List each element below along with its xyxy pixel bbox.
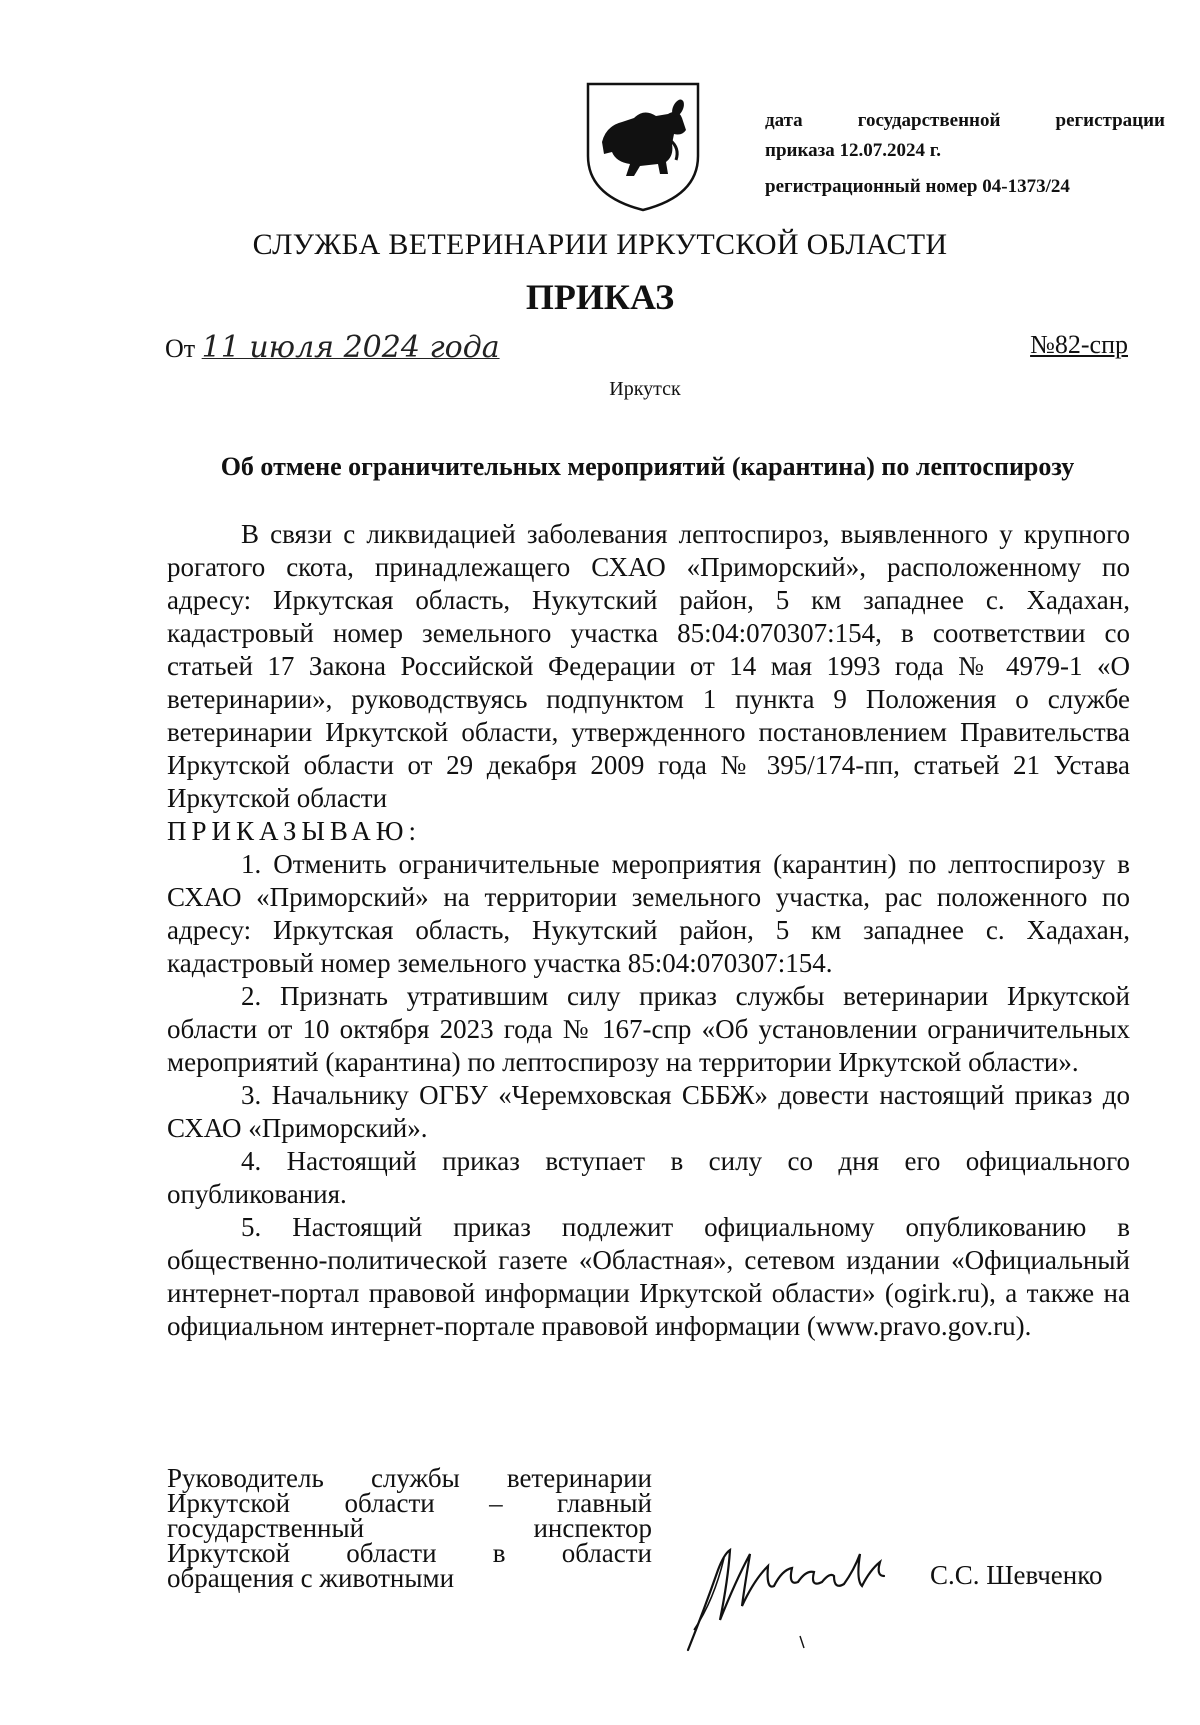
registration-line-2: приказа 12.07.2024 г.: [765, 140, 941, 161]
handwritten-signature: [684, 1510, 944, 1660]
signer-name: С.С. Шевченко: [930, 1560, 1103, 1590]
registration-info: [765, 106, 1165, 202]
preamble: В связи с ликвидацией заболевания лептоспироз, выявленного у крупного рогатого скота, принадлежащего СХАО «Приморский», расположенному по адресу: Иркутская область, Нукутский район, 5 км западнее с. Хадахан, кадастровый номер земельного участка 85:04:070307:154, в соответствии со статьей 17 Закона Российской Федерации от 14 мая 1993 года № 4979-1 «О ветеринарии», руководствуясь подпунктом 1 пункта 9 Положения о службе ветеринарии Иркутской области, утвержденного постановлением Правительства Иркутской области от 29 декабря 2009 года № 395/174-пп, статьей 21 Устава Иркутской области: [167, 519, 1130, 813]
order-item-2: 2. Признать утратившим силу приказ службы ветеринарии Иркутской области от 10 октября 2023 года № 167-спр «Об установлении ограничительных мероприятий (карантина) по лептоспирозу на территории Иркутской области».: [167, 981, 1130, 1077]
order-item-1: 1. Отменить ограничительные мероприятия (карантин) по лептоспирозу в СХАО «Приморский» на территории земельного участка, рас положенного по адресу: Иркутская область, Нукутский район, 5 км западнее с. Хадахан, кадастровый номер земельного участка 85:04:070307:154.: [167, 849, 1130, 978]
signer-line-4: Иркутской области в области: [167, 1538, 652, 1568]
signer-line-5: обращения с животными: [167, 1563, 455, 1593]
signer-line-3: государственный инспектор: [167, 1513, 652, 1543]
organization-name: СЛУЖБА ВЕТЕРИНАРИИ ИРКУТСКОЙ ОБЛАСТИ: [252, 228, 948, 261]
order-word: ПРИКАЗЫВАЮ:: [167, 816, 421, 846]
city: Иркутск: [609, 378, 681, 400]
registration-line-3: регистрационный номер 04-1373/24: [765, 176, 1070, 197]
order-number: №82-спр: [1030, 330, 1128, 359]
signer-line-1: Руководитель службы ветеринарии: [167, 1463, 652, 1493]
signer-position: [167, 1463, 652, 1593]
coat-of-arms-icon: [582, 78, 704, 216]
order-body: [167, 518, 1130, 1343]
order-date: [165, 330, 500, 365]
order-item-4: 4. Настоящий приказ вступает в силу со дня его официального опубликования.: [167, 1146, 1130, 1209]
date-prefix: От: [165, 334, 196, 363]
document-type: ПРИКАЗ: [525, 277, 675, 317]
order-title: Об отмене ограничительных мероприятий (карантина) по лептоспирозу: [220, 452, 1075, 481]
order-item-3: 3. Начальнику ОГБУ «Черемховская СББЖ» довести настоящий приказ до СХАО «Приморский».: [167, 1080, 1130, 1143]
signer-line-2: Иркутской области – главный: [167, 1488, 652, 1518]
registration-line-1: дата государственной регистрации: [765, 110, 1165, 131]
handwritten-date: 11 июля 2024 года: [201, 330, 500, 365]
order-item-5: 5. Настоящий приказ подлежит официальному опубликованию в общественно-политической газете «Областная», сетевом издании «Официальный интернет-портал правовой информации Иркутской области» (ogirk.ru), а также на официальном интернет-портале правовой информации (www.pravo.gov.ru).: [167, 1212, 1130, 1341]
